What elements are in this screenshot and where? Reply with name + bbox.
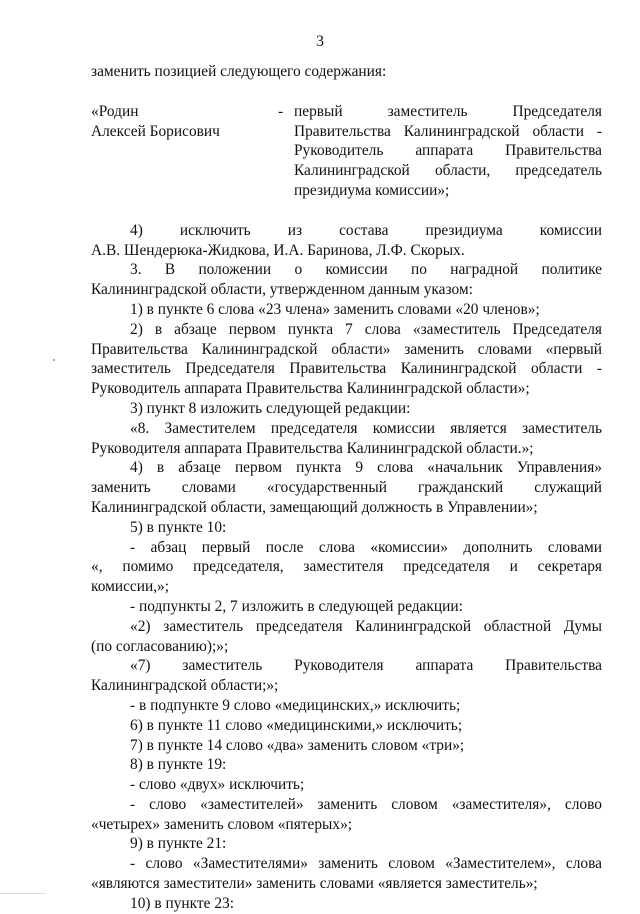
paragraph-line: Калининградской области, замещающий должность в Управлении»; xyxy=(91,498,538,516)
paragraph-line: Руководителя аппарата Правительства Калининградской области.»; xyxy=(91,439,534,457)
paragraph-line: 3) пункт 8 изложить следующей редакции: xyxy=(130,399,411,417)
document-paragraph xyxy=(91,755,602,775)
document-body xyxy=(91,62,602,914)
document-paragraph xyxy=(91,656,602,696)
document-paragraph xyxy=(91,518,602,538)
person-name xyxy=(91,102,278,201)
paragraph-line: 4) исключить из состава президиума комиссии xyxy=(130,221,602,239)
paragraph-line: 5) в пункте 10: xyxy=(130,518,227,536)
document-paragraph xyxy=(91,775,602,795)
paragraph-line: 9) в пункте 21: xyxy=(130,835,227,853)
document-paragraph xyxy=(91,736,602,756)
person-name-line: «Родин xyxy=(91,102,139,120)
paragraph-line: 1) в пункте 6 слова «23 члена» заменить словами «20 членов»; xyxy=(130,300,540,318)
document-paragraph xyxy=(91,399,602,419)
paragraph-line: - слово «заместителей» заменить словом «заместителя», слово xyxy=(130,795,602,813)
person-entry xyxy=(91,102,602,201)
document-paragraph xyxy=(91,597,602,617)
paragraph-line: - абзац первый после слова «комиссии» дополнить словами xyxy=(130,538,602,556)
scan-mark xyxy=(53,359,55,361)
paragraph-line: 7) в пункте 14 слово «два» заменить словом «три»; xyxy=(130,736,465,754)
paragraph-line: А.В. Шендерюка-Жидкова, И.А. Баринова, Л.Ф. Скорых. xyxy=(91,241,465,259)
person-role-line: президиума комиссии»; xyxy=(294,181,450,199)
person-role-line: Правительства Калининградской области - xyxy=(294,122,602,140)
document-paragraph xyxy=(91,419,602,459)
document-paragraph xyxy=(91,458,602,517)
paragraph-line: 3. В положении о комиссии по наградной политике xyxy=(130,261,602,279)
person-role-line: Калининградской области, председатель xyxy=(294,162,602,180)
paragraph-line: «2) заместитель председателя Калининградской областной Думы xyxy=(130,617,602,635)
document-paragraph xyxy=(91,221,602,261)
paragraph-line: - подпункты 2, 7 изложить в следующей редакции: xyxy=(130,597,463,615)
scan-edge-line xyxy=(0,893,46,894)
document-paragraph xyxy=(91,617,602,657)
document-paragraph xyxy=(91,696,602,716)
paragraph-line: 10) в пункте 23: xyxy=(130,894,234,912)
paragraph-line: «являются заместители» заменить словами «является заместитель»; xyxy=(91,875,538,893)
document-paragraph xyxy=(91,854,602,894)
document-paragraph xyxy=(91,320,602,399)
paragraph-line: - слово «Заместителями» заменить словом «Заместителем», слова xyxy=(130,855,602,873)
paragraph-line: «, помимо председателя, заместителя председателя и секретаря xyxy=(91,558,602,576)
paragraph-line: Правительства Калининградской области» заменить словами «первый xyxy=(91,340,602,358)
document-paragraph xyxy=(91,300,602,320)
paragraph-line: «четырех» заменить словом «пятерых»; xyxy=(91,815,353,833)
person-name-line: Алексей Борисович xyxy=(91,122,220,140)
paragraph-line: Руководитель аппарата Правительства Калининградской области»; xyxy=(91,380,530,398)
paragraph-line: 2) в абзаце первом пункта 7 слова «заместитель Председателя xyxy=(130,320,602,338)
paragraph-line: «7) заместитель Руководителя аппарата Правительства xyxy=(130,657,602,675)
page-number: 3 xyxy=(316,33,324,50)
paragraph-line: комиссии,»; xyxy=(91,578,170,596)
paragraph-line: (по согласованию);»; xyxy=(91,637,229,655)
paragraph-line: - слово «двух» исключить; xyxy=(130,776,305,794)
paragraph-line: заместитель Председателя Правительства Калининградской области - xyxy=(91,360,602,378)
person-dash: - xyxy=(278,102,284,120)
document-paragraph xyxy=(91,538,602,597)
person-role xyxy=(294,102,602,201)
document-paragraph xyxy=(91,716,602,736)
document-paragraph xyxy=(91,260,602,300)
intro-paragraph: заменить позицией следующего содержания: xyxy=(91,63,387,80)
person-role-line: первый заместитель Председателя xyxy=(294,102,602,120)
document-paragraph xyxy=(91,795,602,835)
paragraph-line: заменить словами «государственный гражданский служащий xyxy=(91,479,602,497)
paragraph-line: «8. Заместителем председателя комиссии является заместитель xyxy=(130,419,602,437)
person-role-line: Руководитель аппарата Правительства xyxy=(294,142,602,160)
document-paragraph xyxy=(91,894,602,914)
amendment-paragraphs xyxy=(91,221,602,914)
paragraph-line: 4) в абзаце первом пункта 9 слова «начальник Управления» xyxy=(130,459,602,477)
paragraph-line: Калининградской области;»; xyxy=(91,677,279,695)
paragraph-line: Калининградской области, утвержденном данным указом: xyxy=(91,281,473,299)
paragraph-line: 8) в пункте 19: xyxy=(130,756,227,774)
paragraph-line: - в подпункте 9 слово «медицинских,» исключить; xyxy=(130,696,461,714)
paragraph-line: 6) в пункте 11 слово «медицинскими,» исключить; xyxy=(130,716,463,734)
document-paragraph xyxy=(91,834,602,854)
